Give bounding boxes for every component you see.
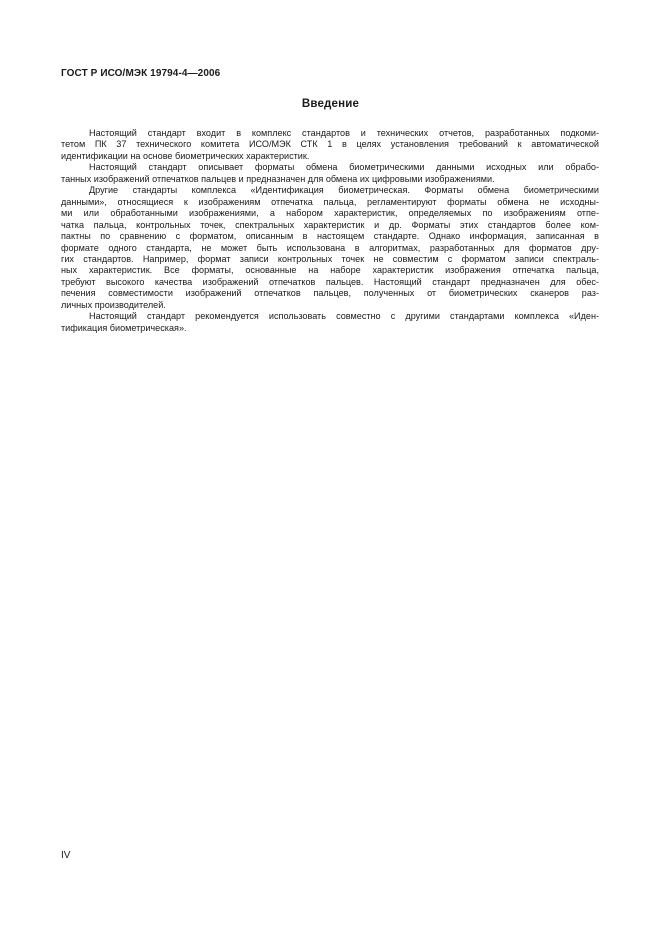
body-text	[61, 128, 599, 334]
text-line: ми или обработанными изображениями, а набором характеристик, определяемых по изображениям отпе-	[61, 208, 599, 219]
text-line: требуют высокого качества изображений отпечатков пальцев. Настоящий стандарт предназначен для обес-	[61, 276, 599, 287]
text-line: ных характеристик. Все форматы, основанные на наборе характеристик изображения отпечатка пальца,	[61, 265, 599, 276]
text-line: чатка пальца, контрольных точек, спектральных характеристик и др. Форматы этих стандартов более ком-	[61, 219, 599, 230]
text-line: Настоящий стандарт рекомендуется использовать совместно с другими стандартами комплекса «Иден-	[89, 311, 599, 322]
page-number: IV	[61, 850, 71, 861]
text-line: пактны по сравнению с форматом, описанным в настоящем стандарте. Однако информация, записанная в	[61, 231, 599, 242]
paragraph	[61, 162, 599, 185]
paragraph	[61, 311, 599, 334]
text-line: Настоящий стандарт входит в комплекс стандартов и технических отчетов, разработанных подкоми-	[89, 128, 599, 138]
text-line: Другие стандарты комплекса «Идентификация биометрическая. Форматы обмена биометрическими	[89, 185, 599, 196]
text-line: формате одного стандарта, не может быть использована в алгоритмах, разработанных для форматов дру-	[61, 242, 599, 253]
paragraph	[61, 185, 599, 311]
text-line: гих стандартов. Например, формат записи контрольных точек не совместим с форматом записи спектраль-	[61, 253, 599, 264]
text-line: идентификации на основе биометрических характеристик.	[61, 150, 310, 161]
document-header: ГОСТ Р ИСО/МЭК 19794-4—2006	[61, 68, 221, 79]
paragraph	[61, 128, 599, 162]
text-line: Настоящий стандарт описывает форматы обмена биометрическими данными исходных или обрабо-	[89, 162, 599, 173]
section-title: Введение	[301, 98, 360, 110]
text-line: тификация биометрическая».	[61, 322, 187, 333]
text-line: личных производителей.	[61, 299, 166, 310]
text-line: печения совместимости изображений отпечатков пальцев, полученных от биометрических сканеров раз-	[61, 288, 599, 299]
text-line: тетом ПК 37 технического комитета ИСО/МЭК СТК 1 в целях установления требований к автоматической	[61, 139, 599, 150]
text-line: танных изображений отпечатков пальцев и предназначен для обмена их цифровыми изображениями.	[61, 173, 495, 184]
text-line: данными», относящиеся к изображениям отпечатка пальца, регламентируют форматы обмена не исходны-	[61, 196, 599, 207]
